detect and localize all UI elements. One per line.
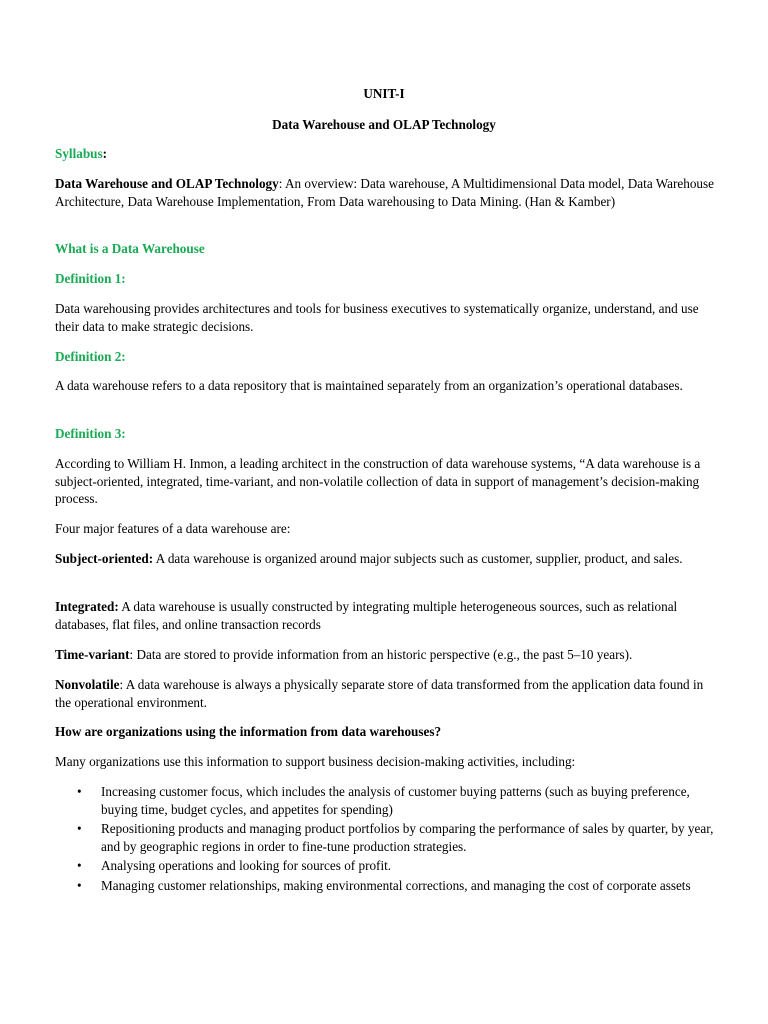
feature-term: Subject-oriented:: [55, 551, 154, 566]
feature-term: Integrated:: [55, 599, 119, 614]
syllabus-label: Syllabus: [55, 146, 103, 161]
feature-term: Time-variant: [55, 647, 130, 662]
definition-2-text: A data warehouse refers to a data repository that is maintained separately from an organization’s operational databases.: [55, 378, 683, 393]
feature-text: A data warehouse is organized around major subjects such as customer, supplier, product, and sales.: [153, 551, 683, 566]
definition-3-heading: Definition 3:: [55, 426, 126, 441]
list-item-text: Analysing operations and looking for sources of profit.: [101, 858, 392, 873]
list-item-text: Repositioning products and managing product portfolios by comparing the performance of sales by quarter, by year, and by geographic regions in order to fine-tune production strategies.: [101, 821, 714, 854]
list-item: [55, 820, 715, 855]
list-item: [55, 783, 715, 818]
bullet-icon: •: [77, 858, 82, 873]
organizations-question: How are organizations using the information from data warehouses?: [55, 724, 442, 739]
bullet-icon: •: [77, 821, 82, 836]
syllabus-paragraph: [55, 175, 715, 210]
definition-2-heading: Definition 2:: [55, 349, 126, 364]
syllabus-heading: [55, 145, 715, 163]
list-item: [55, 857, 715, 875]
list-item: [55, 877, 715, 895]
syllabus-text: : An overview: Data warehouse, A Multidimensional Data model, Data Warehouse Architecture, Data Warehouse Implementation, From Data warehousing to Data Mining. (Han & Kamber): [55, 176, 714, 209]
syllabus-colon: :: [102, 146, 108, 161]
feature-subject-oriented: [55, 550, 715, 568]
feature-term: Nonvolatile: [55, 677, 120, 692]
unit-title: UNIT-I: [363, 86, 405, 101]
definition-1-heading: Definition 1:: [55, 271, 126, 286]
bullet-icon: •: [77, 784, 82, 799]
definition-3-text: According to William H. Inmon, a leading architect in the construction of data warehouse systems, “A data warehouse is a subject-oriented, integrated, time-variant, and non-volatile collection of data in support of management’s decision-making process.: [55, 456, 701, 506]
what-is-heading: What is a Data Warehouse: [55, 241, 205, 256]
document-subtitle: Data Warehouse and OLAP Technology: [272, 117, 496, 132]
bullet-icon: •: [77, 877, 82, 893]
list-item-text: Managing customer relationships, making environmental corrections, and managing the cost of corporate assets: [101, 877, 691, 893]
features-intro: Four major features of a data warehouse are:: [55, 521, 291, 536]
feature-time-variant: [55, 646, 715, 664]
feature-text: A data warehouse is usually constructed by integrating multiple heterogeneous sources, such as relational databases, flat files, and online transaction records: [55, 599, 678, 632]
feature-nonvolatile: [55, 676, 715, 711]
activities-list: [55, 783, 715, 896]
feature-text: : Data are stored to provide information from an historic perspective (e.g., the past 5–10 years).: [129, 647, 633, 662]
feature-text: : A data warehouse is always a physically separate store of data transformed from the application data found in the operational environment.: [55, 677, 704, 710]
definition-1-text: Data warehousing provides architectures and tools for business executives to systematically organize, understand, and use their data to make strategic decisions.: [55, 301, 699, 334]
organizations-intro: Many organizations use this information to support business decision-making activities, including:: [55, 754, 576, 769]
syllabus-bold-term: Data Warehouse and OLAP Technology: [55, 176, 279, 191]
list-item-text: Increasing customer focus, which includes the analysis of customer buying patterns (such as buying preference, buying time, budget cycles, and appetites for spending): [101, 784, 690, 817]
feature-integrated: [55, 598, 715, 633]
